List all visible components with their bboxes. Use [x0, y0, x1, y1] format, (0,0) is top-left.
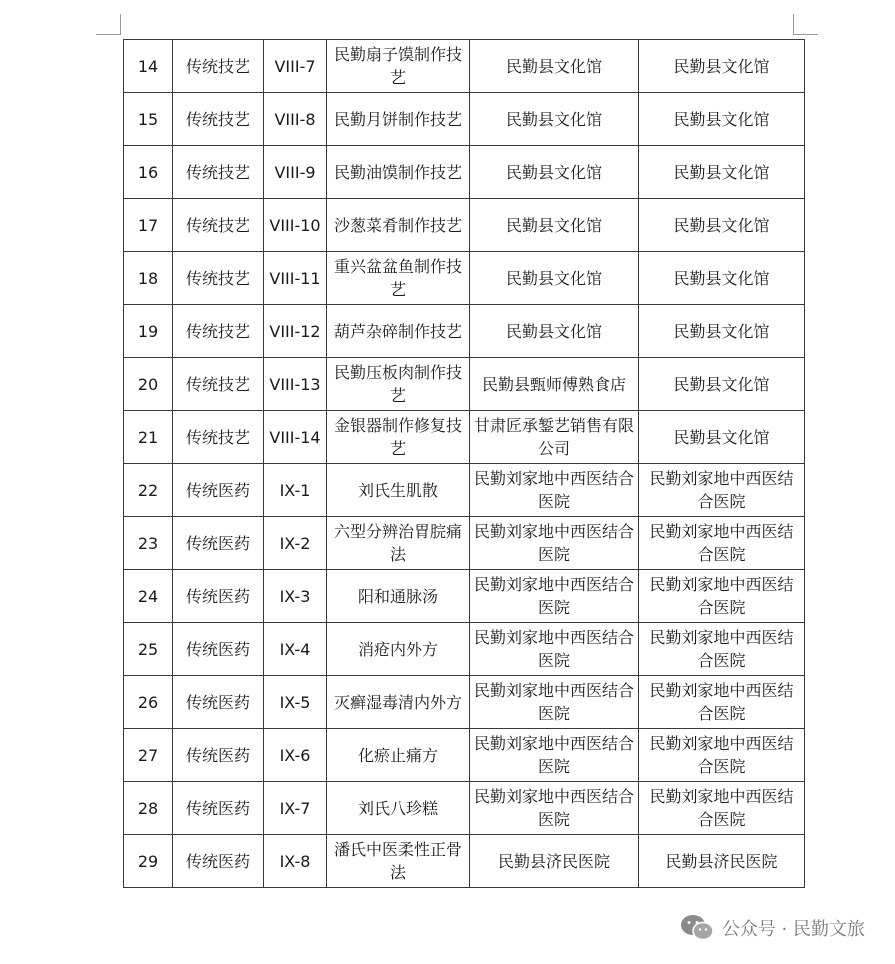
- item-name-cell: 潘氏中医柔性正骨法: [327, 835, 470, 888]
- protector-cell: 民勤刘家地中西医结合医院: [639, 464, 805, 517]
- protector-cell: 民勤刘家地中西医结合医院: [639, 623, 805, 676]
- table-row: [124, 199, 805, 252]
- row-number: 23: [124, 517, 173, 570]
- category-cell: 传统技艺: [173, 411, 264, 464]
- category-cell: 传统医药: [173, 676, 264, 729]
- code-cell: VIII-12: [264, 305, 327, 358]
- row-number: 21: [124, 411, 173, 464]
- row-number: 25: [124, 623, 173, 676]
- item-name-cell: 民勤月饼制作技艺: [327, 93, 470, 146]
- protector-cell: 民勤刘家地中西医结合医院: [639, 782, 805, 835]
- table-row: [124, 729, 805, 782]
- table-row: [124, 358, 805, 411]
- code-cell: VIII-10: [264, 199, 327, 252]
- code-cell: VIII-11: [264, 252, 327, 305]
- item-name-cell: 重兴盆盆鱼制作技艺: [327, 252, 470, 305]
- item-name-cell: 灭癣湿毒清内外方: [327, 676, 470, 729]
- row-number: 27: [124, 729, 173, 782]
- code-cell: VIII-14: [264, 411, 327, 464]
- item-name-cell: 民勤扇子馍制作技艺: [327, 40, 470, 93]
- item-name-cell: 金银器制作修复技艺: [327, 411, 470, 464]
- item-name-cell: 民勤压板肉制作技艺: [327, 358, 470, 411]
- item-name-cell: 六型分辨治胃脘痛法: [327, 517, 470, 570]
- row-number: 16: [124, 146, 173, 199]
- category-cell: 传统技艺: [173, 93, 264, 146]
- code-cell: IX-8: [264, 835, 327, 888]
- code-cell: VIII-7: [264, 40, 327, 93]
- category-cell: 传统医药: [173, 782, 264, 835]
- table-row: [124, 252, 805, 305]
- code-cell: VIII-8: [264, 93, 327, 146]
- table-row: [124, 305, 805, 358]
- table-row: [124, 782, 805, 835]
- category-cell: 传统医药: [173, 570, 264, 623]
- row-number: 20: [124, 358, 173, 411]
- protector-cell: 民勤县文化馆: [639, 93, 805, 146]
- protector-cell: 民勤县文化馆: [639, 411, 805, 464]
- row-number: 17: [124, 199, 173, 252]
- row-number: 26: [124, 676, 173, 729]
- code-cell: VIII-13: [264, 358, 327, 411]
- category-cell: 传统技艺: [173, 358, 264, 411]
- item-name-cell: 消疮内外方: [327, 623, 470, 676]
- protector-cell: 民勤县文化馆: [639, 146, 805, 199]
- row-number: 19: [124, 305, 173, 358]
- table-row: [124, 623, 805, 676]
- applicant-cell: 民勤刘家地中西医结合医院: [470, 570, 639, 623]
- code-cell: IX-2: [264, 517, 327, 570]
- item-name-cell: 化瘀止痛方: [327, 729, 470, 782]
- protector-cell: 民勤县济民医院: [639, 835, 805, 888]
- code-cell: IX-7: [264, 782, 327, 835]
- applicant-cell: 民勤县文化馆: [470, 93, 639, 146]
- item-name-cell: 沙葱菜肴制作技艺: [327, 199, 470, 252]
- protector-cell: 民勤县文化馆: [639, 305, 805, 358]
- item-name-cell: 刘氏生肌散: [327, 464, 470, 517]
- item-name-cell: 阳和通脉汤: [327, 570, 470, 623]
- applicant-cell: 民勤县文化馆: [470, 146, 639, 199]
- row-number: 15: [124, 93, 173, 146]
- category-cell: 传统医药: [173, 517, 264, 570]
- page-corner-mark-left: [96, 14, 121, 35]
- protector-cell: 民勤刘家地中西医结合医院: [639, 676, 805, 729]
- protector-cell: 民勤刘家地中西医结合医院: [639, 570, 805, 623]
- table-row: [124, 676, 805, 729]
- category-cell: 传统技艺: [173, 146, 264, 199]
- table-row: [124, 517, 805, 570]
- item-name-cell: 刘氏八珍糕: [327, 782, 470, 835]
- row-number: 18: [124, 252, 173, 305]
- category-cell: 传统医药: [173, 623, 264, 676]
- code-cell: IX-1: [264, 464, 327, 517]
- applicant-cell: 甘肃匠承錾艺销售有限公司: [470, 411, 639, 464]
- row-number: 14: [124, 40, 173, 93]
- applicant-cell: 民勤县文化馆: [470, 40, 639, 93]
- table-row: [124, 40, 805, 93]
- row-number: 24: [124, 570, 173, 623]
- category-cell: 传统技艺: [173, 252, 264, 305]
- applicant-cell: 民勤刘家地中西医结合医院: [470, 464, 639, 517]
- code-cell: IX-6: [264, 729, 327, 782]
- code-cell: IX-4: [264, 623, 327, 676]
- protector-cell: 民勤刘家地中西医结合医院: [639, 729, 805, 782]
- item-name-cell: 民勤油馍制作技艺: [327, 146, 470, 199]
- table-row: [124, 464, 805, 517]
- applicant-cell: 民勤县文化馆: [470, 199, 639, 252]
- wechat-icon: [680, 914, 714, 942]
- table-row: [124, 146, 805, 199]
- protector-cell: 民勤县文化馆: [639, 358, 805, 411]
- category-cell: 传统技艺: [173, 305, 264, 358]
- table-row: [124, 411, 805, 464]
- heritage-table: [123, 39, 805, 888]
- applicant-cell: 民勤刘家地中西医结合医院: [470, 729, 639, 782]
- category-cell: 传统医药: [173, 835, 264, 888]
- table-row: [124, 570, 805, 623]
- protector-cell: 民勤县文化馆: [639, 199, 805, 252]
- category-cell: 传统医药: [173, 464, 264, 517]
- applicant-cell: 民勤刘家地中西医结合医院: [470, 517, 639, 570]
- row-number: 29: [124, 835, 173, 888]
- applicant-cell: 民勤县文化馆: [470, 252, 639, 305]
- applicant-cell: 民勤县济民医院: [470, 835, 639, 888]
- protector-cell: 民勤县文化馆: [639, 252, 805, 305]
- applicant-cell: 民勤刘家地中西医结合医院: [470, 676, 639, 729]
- applicant-cell: 民勤刘家地中西医结合医院: [470, 782, 639, 835]
- category-cell: 传统技艺: [173, 40, 264, 93]
- item-name-cell: 葫芦杂碎制作技艺: [327, 305, 470, 358]
- page-corner-mark-right: [793, 14, 818, 35]
- applicant-cell: 民勤县文化馆: [470, 305, 639, 358]
- table-row: [124, 835, 805, 888]
- row-number: 22: [124, 464, 173, 517]
- applicant-cell: 民勤县甄师傅熟食店: [470, 358, 639, 411]
- code-cell: VIII-9: [264, 146, 327, 199]
- watermark-text: 公众号 · 民勤文旅: [721, 919, 865, 940]
- category-cell: 传统技艺: [173, 199, 264, 252]
- row-number: 28: [124, 782, 173, 835]
- category-cell: 传统医药: [173, 729, 264, 782]
- table-row: [124, 93, 805, 146]
- protector-cell: 民勤县文化馆: [639, 40, 805, 93]
- applicant-cell: 民勤刘家地中西医结合医院: [470, 623, 639, 676]
- code-cell: IX-5: [264, 676, 327, 729]
- watermark: [680, 914, 865, 942]
- protector-cell: 民勤刘家地中西医结合医院: [639, 517, 805, 570]
- code-cell: IX-3: [264, 570, 327, 623]
